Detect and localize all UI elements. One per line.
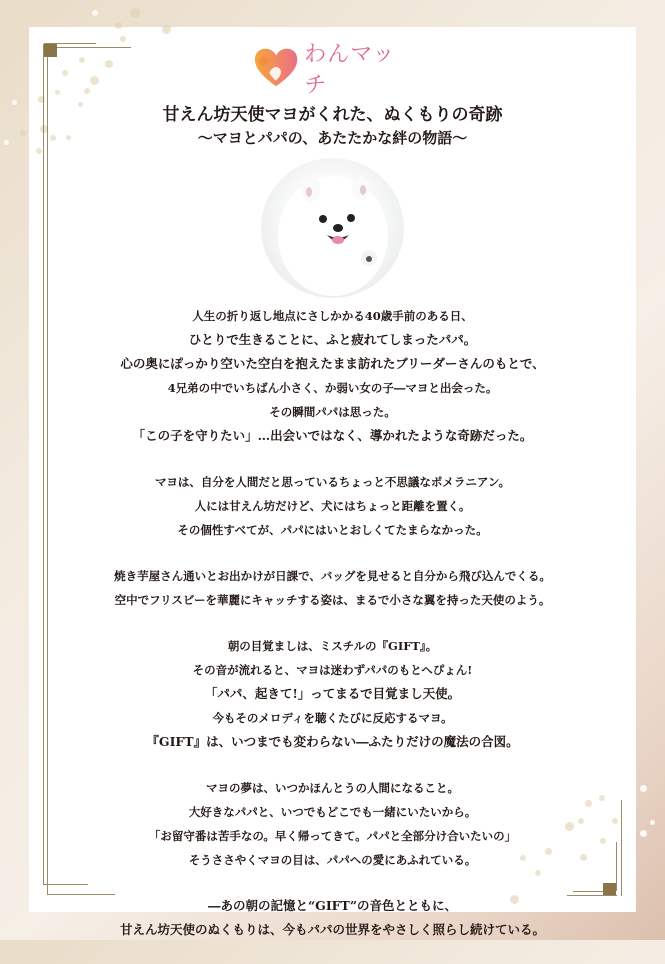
paragraph-3 <box>29 564 636 612</box>
text-line: 「パパ、起きて!」ってまるで目覚まし天使。 <box>204 686 461 701</box>
text-line: その個性すべてが、パパにはいとおしくてたまらなかった。 <box>177 523 488 537</box>
paragraph-5 <box>29 776 636 872</box>
text-line: 大好きなパパと、いつでもどこでも一緒にいたいから。 <box>188 805 477 819</box>
logo-text: わんマッチ <box>304 42 396 98</box>
text-line: 「この子を守りたい」…出会いではなく、導かれたような奇跡だった。 <box>132 428 533 443</box>
text-line: そうささやくマヨの目は、パパへの愛にあふれている。 <box>188 853 477 867</box>
text-line: 『GIFT』は、いつまでも変わらない―ふたりだけの魔法の合図。 <box>146 734 519 749</box>
paragraph-6 <box>29 894 636 942</box>
pomeranian-image-icon <box>261 158 404 298</box>
text-line: 今もそのメロディを聴くたびに反応するマヨ。 <box>212 711 453 725</box>
page-subtitle: 〜マヨとパパの、あたたかな絆の物語〜 <box>197 129 468 147</box>
text-line: その瞬間パパは思った。 <box>269 405 396 419</box>
paragraph-4 <box>29 634 636 754</box>
text-line: 人生の折り返し地点にさしかかる40歳手前のある日、 <box>192 309 473 323</box>
text-line: 焼き芋屋さん通いとお出かけが日課で、バッグを見せると自分から飛び込んでくる。 <box>114 569 551 583</box>
brand-logo <box>254 42 414 98</box>
text-line: マヨの夢は、いつかほんとうの人間になること。 <box>206 781 459 795</box>
text-line: マヨは、自分を人間だと思っているちょっと不思議なポメラニアン。 <box>154 475 511 489</box>
text-line: 心の奥にぽっかり空いた空白を抱えたまま訪れたブリーダーさんのもとで、 <box>120 356 545 371</box>
text-line: 「お留守番は苦手なの。早く帰ってきて。パパと全部分け合いたいの」 <box>148 829 517 843</box>
text-line: 人には甘えん坊だけど、犬にはちょっと距離を置く。 <box>194 499 471 513</box>
paragraph-2 <box>29 470 636 542</box>
text-line: ―あの朝の記憶と“GIFT”の音色とともに、 <box>207 898 458 913</box>
text-line: ひとりで生きることに、ふと疲れてしまったパパ。 <box>188 332 477 347</box>
dog-photo <box>261 158 404 298</box>
heart-logo-icon <box>254 47 298 89</box>
page-title: 甘えん坊天使マヨがくれた、ぬくもりの奇跡 <box>162 105 503 125</box>
text-line: 朝の目覚ましは、ミスチルの『GIFT』。 <box>227 639 438 653</box>
text-line: 4兄弟の中でいちばん小さく、か弱い女の子―マヨと出会った。 <box>167 381 498 395</box>
text-line: 甘えん坊天使のぬくもりは、今もパパの世界をやさしく照らし続けている。 <box>119 922 545 937</box>
paragraph-1 <box>29 304 636 448</box>
text-line: その音が流れると、マヨは迷わずパパのもとへぴょん! <box>192 663 473 677</box>
story-body <box>29 304 636 964</box>
text-line: 空中でフリスビーを華麗にキャッチする姿は、まるで小さな翼を持った天使のよう。 <box>114 593 551 607</box>
